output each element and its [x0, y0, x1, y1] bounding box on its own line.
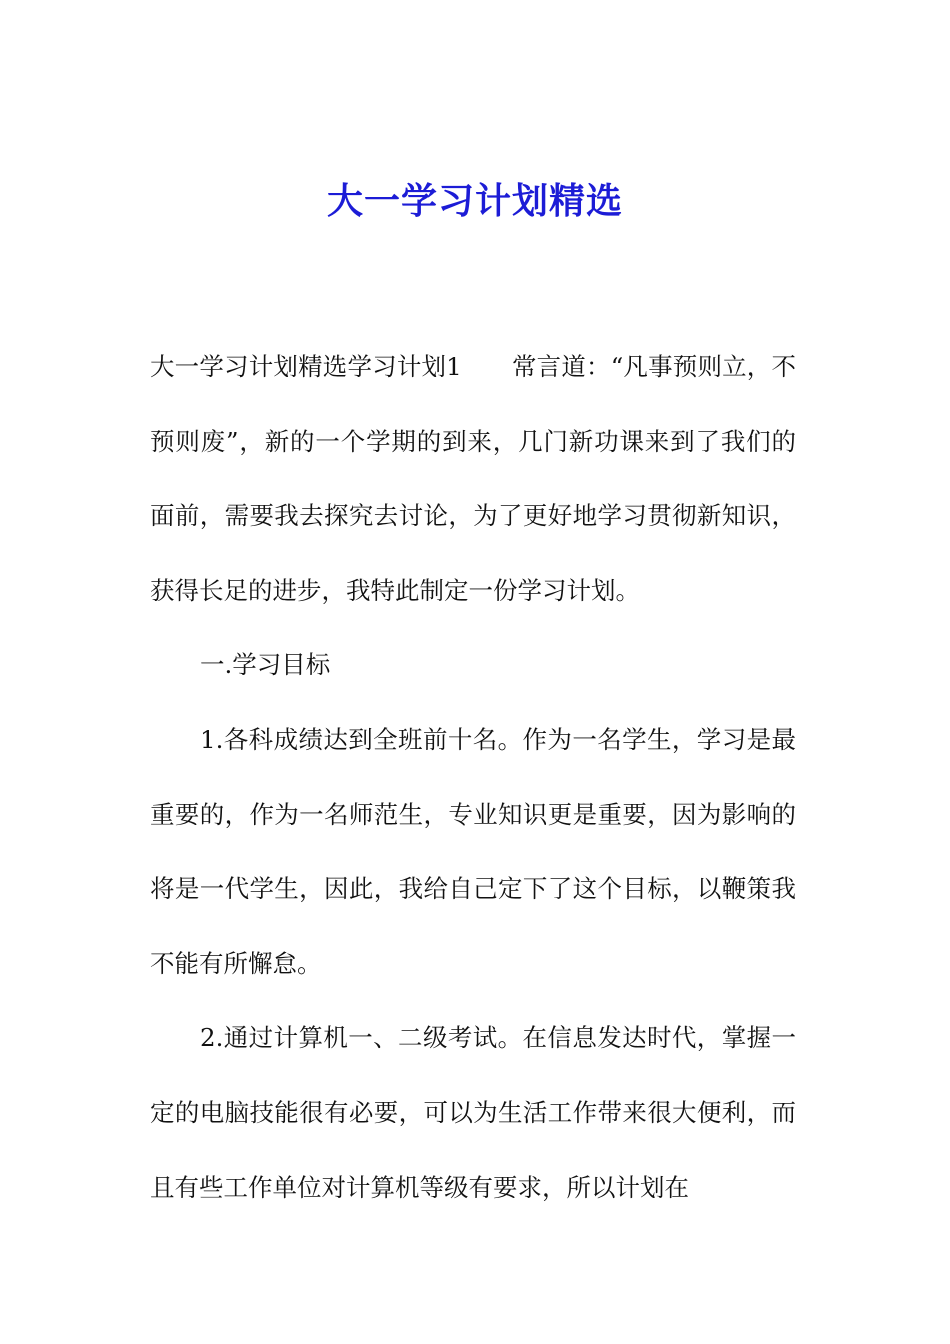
document-body — [150, 330, 796, 1225]
document-title: 大一学习计划精选 — [326, 181, 623, 222]
paragraph-goal-1: 1.各科成绩达到全班前十名。作为一名学生，学习是最重要的，作为一名师范生，专业知识更是重要，因为影响的将是一代学生，因此，我给自己定下了这个目标，以鞭策我不能有所懈怠。 — [150, 724, 796, 978]
section-heading-goals: 一.学习目标 — [200, 650, 331, 680]
paragraph-intro — [150, 330, 796, 628]
paragraph-intro-lead: 大一学习计划精选学习计划1 — [150, 352, 462, 381]
paragraph-intro-text: 常言道：“凡事预则立，不预则废”，新的一个学期的到来，几门新功课来到了我们的面前，需要我去探究去讨论，为了更好地学习贯彻新知识，获得长足的进步，我特此制定一份学习计划。 — [150, 352, 796, 605]
paragraph-goal-2: 2.通过计算机一、二级考试。在信息发达时代，掌握一定的电脑技能很有必要，可以为生活工作带来很大便利，而且有些工作单位对计算机等级有要求，所以计划在 — [150, 1023, 796, 1202]
